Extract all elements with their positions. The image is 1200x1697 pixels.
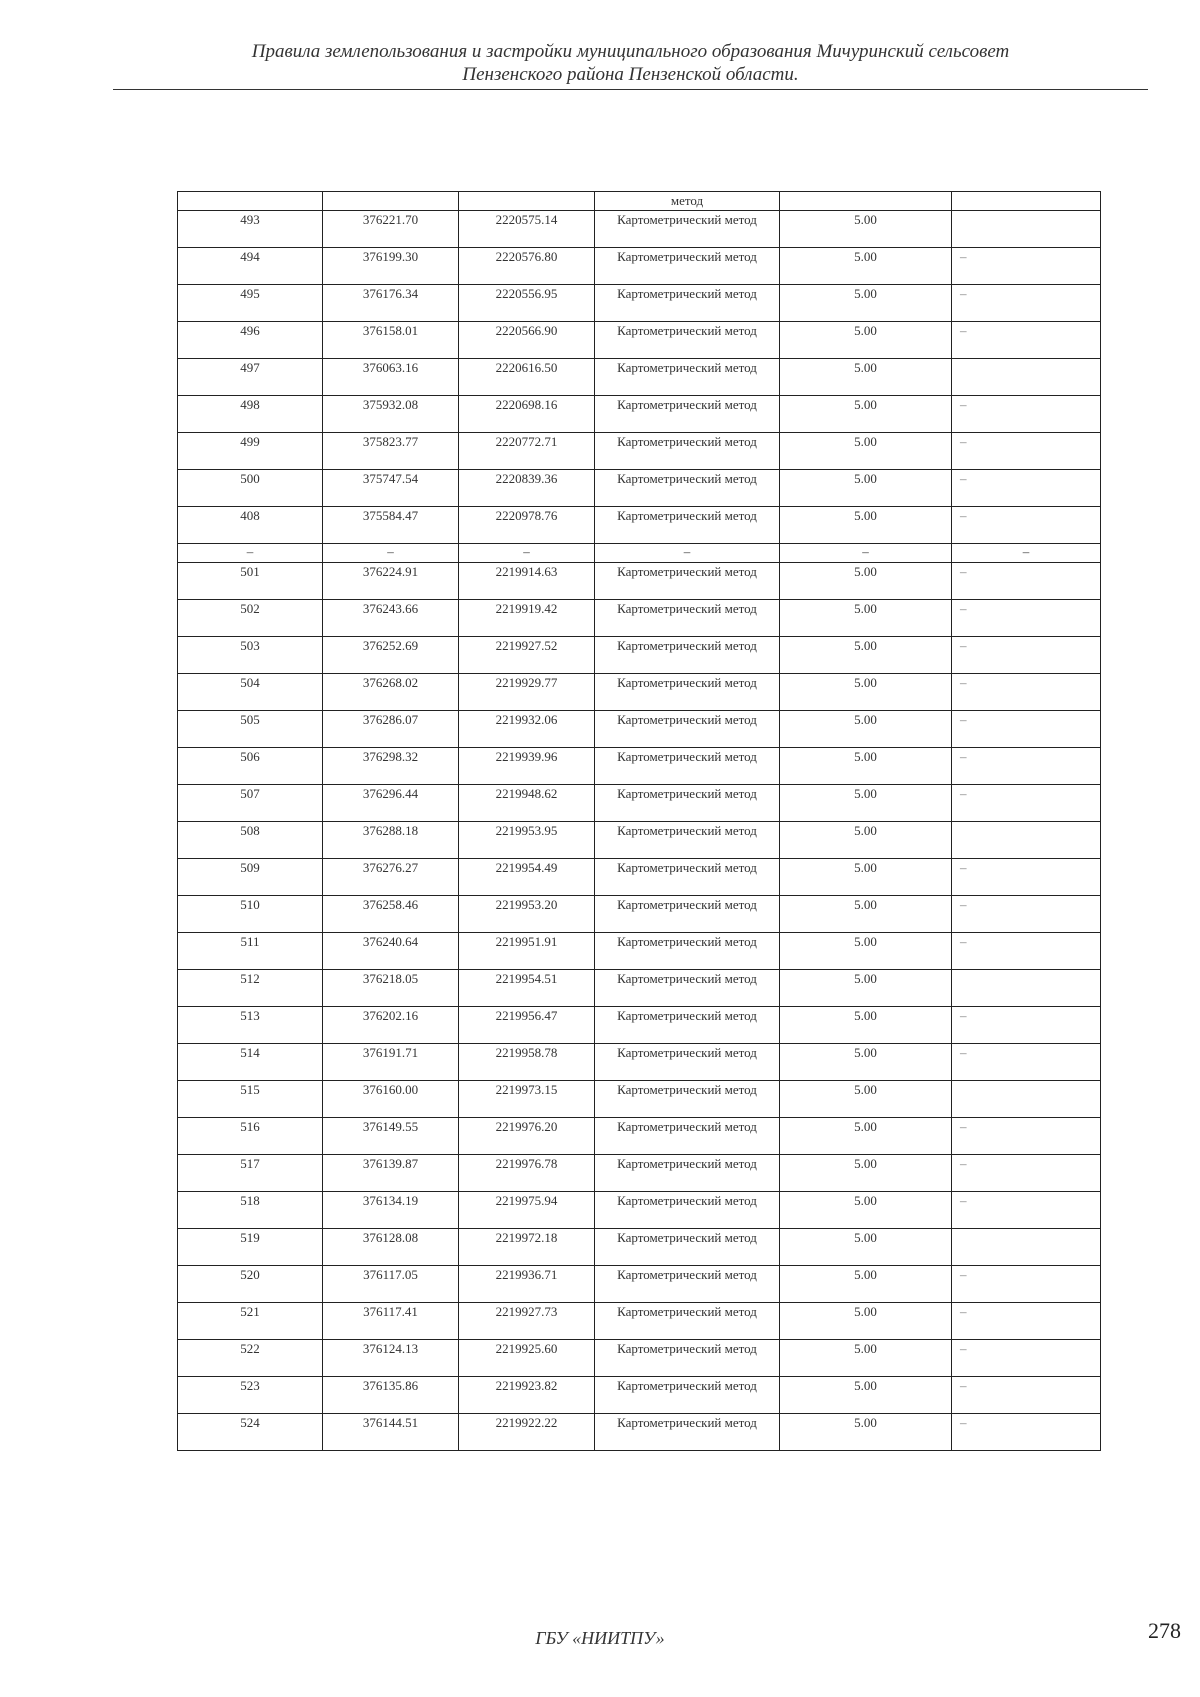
table-row: [178, 637, 1101, 674]
table-row: [178, 1229, 1101, 1266]
page-header: [113, 40, 1148, 86]
table-row: [178, 396, 1101, 433]
cell-x: 375584.47: [323, 507, 459, 544]
cell-y: 2219914.63: [459, 563, 595, 600]
cell-x: 376124.13: [323, 1340, 459, 1377]
cell-x: 376276.27: [323, 859, 459, 896]
cell-note: –: [952, 248, 1101, 285]
cell-error: 5.00: [780, 1266, 952, 1303]
cell-method: Картометрический метод: [595, 933, 780, 970]
cell-error: 5.00: [780, 822, 952, 859]
cell-y: 2220978.76: [459, 507, 595, 544]
cell-x: 376286.07: [323, 711, 459, 748]
cell-error: 5.00: [780, 859, 952, 896]
cell-note: –: [952, 563, 1101, 600]
cell-note: –: [952, 1377, 1101, 1414]
cell-point-number: 515: [178, 1081, 323, 1118]
cell-x: 376240.64: [323, 933, 459, 970]
cell-x: 376199.30: [323, 248, 459, 285]
cell-error: 5.00: [780, 433, 952, 470]
cell-note: –: [952, 1007, 1101, 1044]
table-row: [178, 822, 1101, 859]
cell-point-number: 507: [178, 785, 323, 822]
cell-y: 2220839.36: [459, 470, 595, 507]
cell-method: Картометрический метод: [595, 1229, 780, 1266]
cell-method: Картометрический метод: [595, 896, 780, 933]
cell-point-number: 524: [178, 1414, 323, 1451]
cell-method: Картометрический метод: [595, 248, 780, 285]
cell-y: 2219925.60: [459, 1340, 595, 1377]
table-row: [178, 1118, 1101, 1155]
cell-error: 5.00: [780, 637, 952, 674]
cell-method: Картометрический метод: [595, 285, 780, 322]
page-number: 278: [1148, 1618, 1181, 1643]
table-row: [178, 563, 1101, 600]
cell-method: Картометрический метод: [595, 470, 780, 507]
cell-method: Картометрический метод: [595, 1266, 780, 1303]
cell-error: 5.00: [780, 1007, 952, 1044]
table-row-continued: [178, 192, 1101, 211]
cell-error: 5.00: [780, 933, 952, 970]
cell-error: 5.00: [780, 359, 952, 396]
cell-point-number: 493: [178, 211, 323, 248]
cell-y: 2219923.82: [459, 1377, 595, 1414]
cell-y: 2219929.77: [459, 674, 595, 711]
table-row: [178, 1340, 1101, 1377]
cell-y: 2219953.20: [459, 896, 595, 933]
cell-point-number: –: [178, 544, 323, 563]
table-row: [178, 433, 1101, 470]
cell-point-number: 494: [178, 248, 323, 285]
cell-note: –: [952, 1044, 1101, 1081]
cell-error: 5.00: [780, 970, 952, 1007]
cell-note: –: [952, 637, 1101, 674]
header-divider: [113, 89, 1148, 90]
cell-method: Картометрический метод: [595, 859, 780, 896]
cell-point-number: 520: [178, 1266, 323, 1303]
cell-error: 5.00: [780, 1118, 952, 1155]
cell-note: –: [952, 1155, 1101, 1192]
cell-point-number: 501: [178, 563, 323, 600]
cell-y: 2219954.49: [459, 859, 595, 896]
cell-error: 5.00: [780, 1340, 952, 1377]
table-row: [178, 859, 1101, 896]
cell-note: –: [952, 285, 1101, 322]
cell-y: 2219927.52: [459, 637, 595, 674]
cell-error: 5.00: [780, 1303, 952, 1340]
cell-x: 376139.87: [323, 1155, 459, 1192]
cell-point-number: 519: [178, 1229, 323, 1266]
cell-note: –: [952, 396, 1101, 433]
cell-point-number: 499: [178, 433, 323, 470]
cell-point-number: 516: [178, 1118, 323, 1155]
cell-x: 376298.32: [323, 748, 459, 785]
cell-note: –: [952, 748, 1101, 785]
cell-point-number: 509: [178, 859, 323, 896]
cell-error: 5.00: [780, 1155, 952, 1192]
cell-point-number: 508: [178, 822, 323, 859]
cell-x: 376160.00: [323, 1081, 459, 1118]
cell-method: Картометрический метод: [595, 1377, 780, 1414]
cell-x: 376218.05: [323, 970, 459, 1007]
table-row: [178, 470, 1101, 507]
cell-note: [952, 359, 1101, 396]
header-line-1: Правила землепользования и застройки муниципального образования Мичуринский сельсовет: [251, 41, 1010, 62]
cell-point-number: 517: [178, 1155, 323, 1192]
cell-point-number: 513: [178, 1007, 323, 1044]
cell-point-number: 504: [178, 674, 323, 711]
cell-point-number: 523: [178, 1377, 323, 1414]
cell-point-number: [178, 192, 323, 211]
cell-method: Картометрический метод: [595, 637, 780, 674]
cell-method: метод: [595, 192, 780, 211]
cell-note: [952, 211, 1101, 248]
cell-x: 376176.34: [323, 285, 459, 322]
cell-method: Картометрический метод: [595, 785, 780, 822]
cell-y: 2220556.95: [459, 285, 595, 322]
cell-note: –: [952, 859, 1101, 896]
cell-error: 5.00: [780, 248, 952, 285]
table-row: [178, 785, 1101, 822]
cell-y: 2220698.16: [459, 396, 595, 433]
cell-error: 5.00: [780, 785, 952, 822]
cell-x: 376224.91: [323, 563, 459, 600]
table-row: [178, 711, 1101, 748]
cell-x: 376144.51: [323, 1414, 459, 1451]
cell-method: Картометрический метод: [595, 1340, 780, 1377]
table-row: [178, 322, 1101, 359]
cell-note: –: [952, 674, 1101, 711]
cell-x: 376296.44: [323, 785, 459, 822]
table-row: [178, 748, 1101, 785]
table-row: [178, 544, 1101, 563]
cell-x: 376158.01: [323, 322, 459, 359]
cell-point-number: 495: [178, 285, 323, 322]
cell-y: 2220616.50: [459, 359, 595, 396]
cell-x: 376117.41: [323, 1303, 459, 1340]
cell-error: 5.00: [780, 1229, 952, 1266]
cell-note: [952, 970, 1101, 1007]
cell-error: 5.00: [780, 1414, 952, 1451]
cell-y: 2219951.91: [459, 933, 595, 970]
cell-method: Картометрический метод: [595, 711, 780, 748]
cell-y: 2219939.96: [459, 748, 595, 785]
cell-note: –: [952, 1192, 1101, 1229]
cell-note: –: [952, 507, 1101, 544]
cell-point-number: 514: [178, 1044, 323, 1081]
cell-x: 376117.05: [323, 1266, 459, 1303]
cell-y: 2220566.90: [459, 322, 595, 359]
cell-method: Картометрический метод: [595, 822, 780, 859]
cell-x: 376134.19: [323, 1192, 459, 1229]
cell-y: 2220575.14: [459, 211, 595, 248]
cell-note: –: [952, 711, 1101, 748]
cell-point-number: 510: [178, 896, 323, 933]
cell-x: 376191.71: [323, 1044, 459, 1081]
cell-method: Картометрический метод: [595, 433, 780, 470]
cell-method: Картометрический метод: [595, 748, 780, 785]
cell-y: 2219932.06: [459, 711, 595, 748]
cell-x: 376149.55: [323, 1118, 459, 1155]
cell-note: –: [952, 600, 1101, 637]
cell-method: Картометрический метод: [595, 1044, 780, 1081]
table-row: [178, 1192, 1101, 1229]
cell-note: –: [952, 1118, 1101, 1155]
cell-error: –: [780, 544, 952, 563]
cell-method: –: [595, 544, 780, 563]
cell-y: 2219972.18: [459, 1229, 595, 1266]
coordinates-table-body: [178, 192, 1101, 1451]
table-row: [178, 600, 1101, 637]
cell-y: 2219953.95: [459, 822, 595, 859]
cell-note: [952, 1229, 1101, 1266]
table-row: [178, 507, 1101, 544]
cell-method: Картометрический метод: [595, 1118, 780, 1155]
cell-method: Картометрический метод: [595, 1192, 780, 1229]
cell-y: 2219927.73: [459, 1303, 595, 1340]
cell-error: 5.00: [780, 600, 952, 637]
cell-y: 2219922.22: [459, 1414, 595, 1451]
cell-point-number: 518: [178, 1192, 323, 1229]
cell-method: Картометрический метод: [595, 1007, 780, 1044]
cell-y: 2219919.42: [459, 600, 595, 637]
cell-x: –: [323, 544, 459, 563]
cell-method: Картометрический метод: [595, 359, 780, 396]
cell-note: –: [952, 933, 1101, 970]
cell-y: –: [459, 544, 595, 563]
cell-method: Картометрический метод: [595, 396, 780, 433]
cell-method: Картометрический метод: [595, 1081, 780, 1118]
cell-note: –: [952, 322, 1101, 359]
cell-x: [323, 192, 459, 211]
cell-x: 376135.86: [323, 1377, 459, 1414]
cell-x: 376128.08: [323, 1229, 459, 1266]
cell-y: 2219958.78: [459, 1044, 595, 1081]
cell-x: 376258.46: [323, 896, 459, 933]
cell-x: 375932.08: [323, 396, 459, 433]
cell-error: 5.00: [780, 1377, 952, 1414]
cell-note: [952, 192, 1101, 211]
cell-point-number: 408: [178, 507, 323, 544]
cell-x: 376221.70: [323, 211, 459, 248]
table-row: [178, 1266, 1101, 1303]
table-row: [178, 211, 1101, 248]
cell-method: Картометрический метод: [595, 970, 780, 1007]
cell-error: 5.00: [780, 285, 952, 322]
cell-point-number: 496: [178, 322, 323, 359]
cell-point-number: 521: [178, 1303, 323, 1340]
table-row: [178, 1007, 1101, 1044]
cell-note: –: [952, 470, 1101, 507]
cell-error: [780, 192, 952, 211]
cell-note: [952, 1081, 1101, 1118]
cell-note: –: [952, 1266, 1101, 1303]
cell-point-number: 511: [178, 933, 323, 970]
cell-x: 376063.16: [323, 359, 459, 396]
table-row: [178, 896, 1101, 933]
cell-method: Картометрический метод: [595, 600, 780, 637]
cell-point-number: 512: [178, 970, 323, 1007]
cell-error: 5.00: [780, 1044, 952, 1081]
table-row: [178, 1044, 1101, 1081]
table-row: [178, 1303, 1101, 1340]
cell-method: Картометрический метод: [595, 563, 780, 600]
table-row: [178, 970, 1101, 1007]
cell-y: 2219973.15: [459, 1081, 595, 1118]
table-row: [178, 1414, 1101, 1451]
coordinates-table: [177, 191, 1101, 1451]
cell-x: 376202.16: [323, 1007, 459, 1044]
cell-y: 2220576.80: [459, 248, 595, 285]
footer-org: ГБУ «НИИТПУ»: [535, 1628, 665, 1648]
table-row: [178, 933, 1101, 970]
cell-note: –: [952, 1414, 1101, 1451]
cell-error: 5.00: [780, 396, 952, 433]
cell-y: 2219954.51: [459, 970, 595, 1007]
cell-x: 375747.54: [323, 470, 459, 507]
cell-x: 376268.02: [323, 674, 459, 711]
cell-x: 375823.77: [323, 433, 459, 470]
cell-error: 5.00: [780, 470, 952, 507]
cell-x: 376243.66: [323, 600, 459, 637]
table-row: [178, 248, 1101, 285]
cell-error: 5.00: [780, 563, 952, 600]
cell-y: 2219976.78: [459, 1155, 595, 1192]
cell-error: 5.00: [780, 711, 952, 748]
cell-x: 376288.18: [323, 822, 459, 859]
table-row: [178, 359, 1101, 396]
cell-y: 2219975.94: [459, 1192, 595, 1229]
cell-method: Картометрический метод: [595, 211, 780, 248]
cell-note: –: [952, 1340, 1101, 1377]
cell-note: [952, 822, 1101, 859]
cell-point-number: 497: [178, 359, 323, 396]
cell-note: –: [952, 544, 1101, 563]
table-row: [178, 674, 1101, 711]
header-line-2: Пензенского района Пензенской области.: [462, 64, 799, 85]
cell-error: 5.00: [780, 322, 952, 359]
cell-note: –: [952, 1303, 1101, 1340]
cell-y: 2219948.62: [459, 785, 595, 822]
table-row: [178, 285, 1101, 322]
cell-point-number: 500: [178, 470, 323, 507]
cell-error: 5.00: [780, 674, 952, 711]
cell-method: Картометрический метод: [595, 1303, 780, 1340]
cell-point-number: 505: [178, 711, 323, 748]
cell-y: 2220772.71: [459, 433, 595, 470]
cell-point-number: 503: [178, 637, 323, 674]
cell-point-number: 502: [178, 600, 323, 637]
table-row: [178, 1081, 1101, 1118]
cell-method: Картометрический метод: [595, 322, 780, 359]
cell-x: 376252.69: [323, 637, 459, 674]
cell-note: –: [952, 433, 1101, 470]
cell-error: 5.00: [780, 1192, 952, 1229]
cell-method: Картометрический метод: [595, 1155, 780, 1192]
cell-point-number: 506: [178, 748, 323, 785]
cell-note: –: [952, 785, 1101, 822]
cell-note: –: [952, 896, 1101, 933]
cell-y: 2219956.47: [459, 1007, 595, 1044]
cell-error: 5.00: [780, 896, 952, 933]
cell-point-number: 498: [178, 396, 323, 433]
cell-y: 2219976.20: [459, 1118, 595, 1155]
cell-y: [459, 192, 595, 211]
cell-error: 5.00: [780, 748, 952, 785]
table-row: [178, 1155, 1101, 1192]
cell-method: Картометрический метод: [595, 1414, 780, 1451]
cell-y: 2219936.71: [459, 1266, 595, 1303]
cell-point-number: 522: [178, 1340, 323, 1377]
cell-error: 5.00: [780, 211, 952, 248]
cell-method: Картометрический метод: [595, 674, 780, 711]
table-row: [178, 1377, 1101, 1414]
cell-method: Картометрический метод: [595, 507, 780, 544]
cell-error: 5.00: [780, 1081, 952, 1118]
cell-error: 5.00: [780, 507, 952, 544]
